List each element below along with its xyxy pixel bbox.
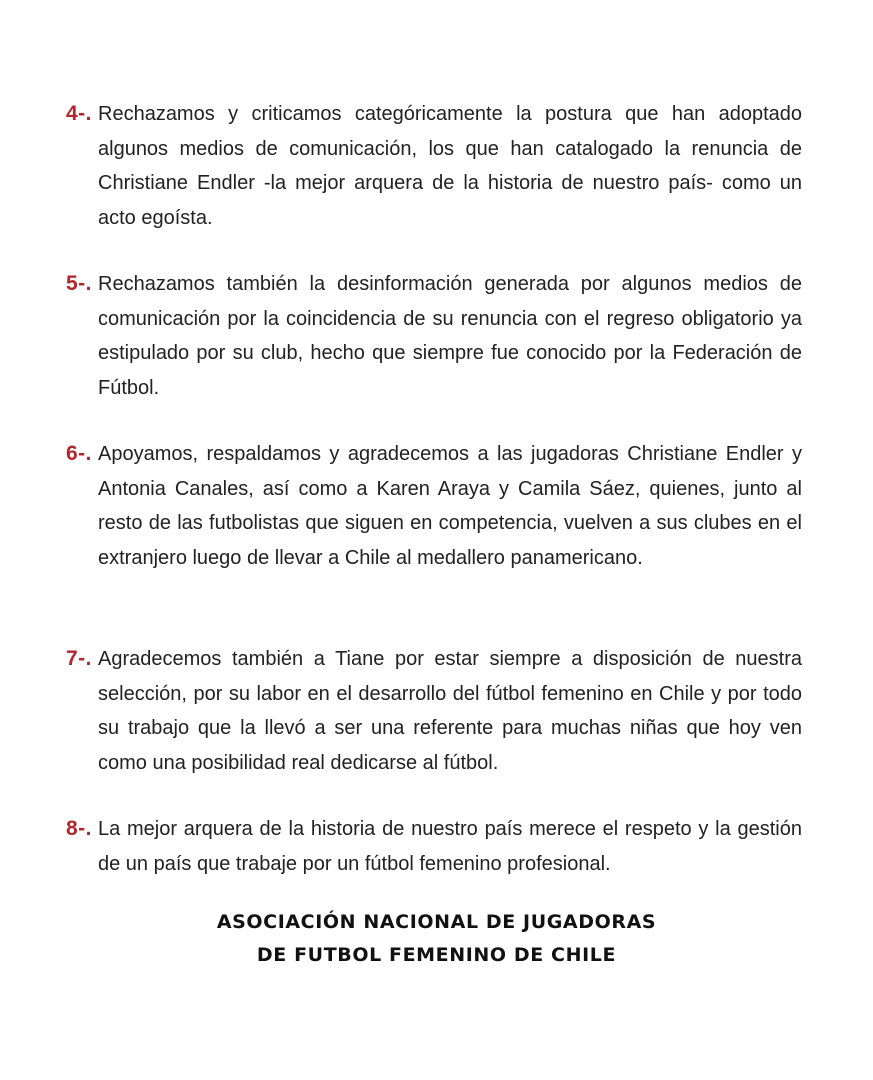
item-text: Rechazamos también la desinformación generada por algunos medios de comunicación por la coincidencia de su renuncia con el regreso obligatorio ya estipulado por su club, hecho que siempre fue conocido por la Federación de Fútbol. [98,273,802,399]
item-number: 6-. [66,442,93,465]
list-item [66,267,802,405]
item-number: 7-. [66,647,93,670]
item-number: 8-. [66,817,93,840]
signature-line-1: ASOCIACIÓN NACIONAL DE JUGADORAS [216,911,657,933]
item-number: 5-. [66,272,93,295]
list-item [66,437,802,575]
list-item [66,97,802,235]
list-item [66,812,802,881]
signature-line-2: DE FUTBOL FEMENINO DE CHILE [256,944,617,966]
signature-block [0,906,873,972]
item-text: Apoyamos, respaldamos y agradecemos a las jugadoras Christiane Endler y Antonia Canales, así como a Karen Araya y Camila Sáez, quienes, junto al resto de las futbolistas que siguen en competencia, vuelven a sus clubes en el extranjero luego de llevar a Chile al medallero panamericano. [98,443,802,569]
item-number: 4-. [66,102,93,125]
list-item [66,642,802,780]
item-text: La mejor arquera de la historia de nuestro país merece el respeto y la gestión de un país que trabaje por un fútbol femenino profesional. [98,818,802,875]
item-text: Agradecemos también a Tiane por estar siempre a disposición de nuestra selección, por su labor en el desarrollo del fútbol femenino en Chile y por todo su trabajo que la llevó a ser una referente para muchas niñas que hoy ven como una posibilidad real dedicarse al fútbol. [98,648,802,774]
item-text: Rechazamos y criticamos categóricamente la postura que han adoptado algunos medios de comunicación, los que han catalogado la renuncia de Christiane Endler -la mejor arquera de la historia de nuestro país- como un acto egoísta. [98,103,802,229]
